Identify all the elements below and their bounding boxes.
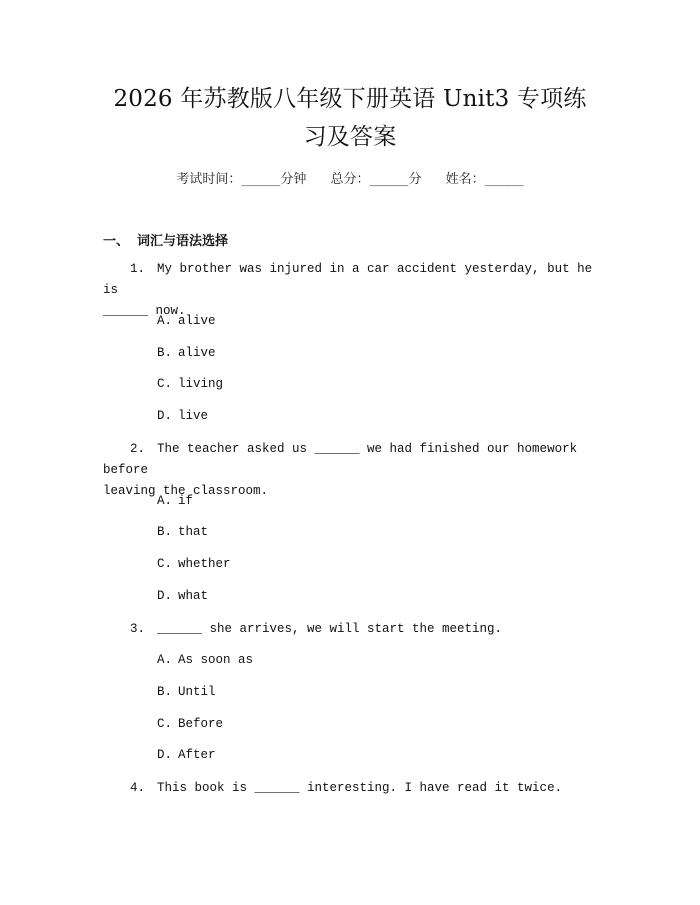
document-title-line1: 2026 年苏教版八年级下册英语 Unit3 专项练 xyxy=(113,86,587,112)
option-text: living xyxy=(178,377,224,391)
option-a[interactable] xyxy=(157,494,193,508)
option-letter: A. xyxy=(157,653,173,667)
question-text-line1: ______ she arrives, we will start the meeting. xyxy=(157,622,503,636)
question-4 xyxy=(103,778,593,799)
option-a[interactable] xyxy=(157,653,253,667)
option-d[interactable] xyxy=(157,748,216,762)
question-text-line2: ______ now. xyxy=(103,304,186,318)
option-text: alive xyxy=(178,346,216,360)
option-letter: B. xyxy=(157,525,173,539)
option-text: Before xyxy=(178,717,224,731)
option-text: whether xyxy=(178,557,231,571)
question-text-line1: The teacher asked us ______ we had finished our homework before xyxy=(103,442,578,477)
option-text: As soon as xyxy=(178,653,254,667)
option-text: alive xyxy=(178,314,216,328)
question-number: 4. xyxy=(130,781,146,795)
option-d[interactable] xyxy=(157,589,208,603)
document-title-line2: 习及答案 xyxy=(303,124,397,150)
option-b[interactable] xyxy=(157,346,216,360)
option-text: Until xyxy=(178,685,216,699)
section-heading xyxy=(103,230,228,249)
option-letter: B. xyxy=(157,346,173,360)
option-letter: D. xyxy=(157,748,173,762)
option-c[interactable] xyxy=(157,557,231,571)
section-title: 词汇与语法选择 xyxy=(137,234,229,249)
option-letter: C. xyxy=(157,377,173,391)
question-text-line2: leaving the classroom. xyxy=(103,484,269,498)
option-letter: D. xyxy=(157,409,173,423)
option-text: if xyxy=(178,494,194,508)
question-1 xyxy=(103,259,593,322)
option-text: that xyxy=(178,525,209,539)
option-text: After xyxy=(178,748,216,762)
question-text-line1: This book is ______ interesting. I have read it twice. xyxy=(157,781,563,795)
section-number: 一、 xyxy=(103,234,130,249)
question-number: 2. xyxy=(130,442,146,456)
option-text: what xyxy=(178,589,209,603)
option-letter: B. xyxy=(157,685,173,699)
option-text: live xyxy=(178,409,209,423)
option-letter: D. xyxy=(157,589,173,603)
option-c[interactable] xyxy=(157,377,223,391)
option-b[interactable] xyxy=(157,525,208,539)
exam-meta-row xyxy=(0,168,700,187)
option-b[interactable] xyxy=(157,685,216,699)
total-score-field: 总分：______分 xyxy=(330,172,422,187)
option-letter: A. xyxy=(157,494,173,508)
option-letter: C. xyxy=(157,557,173,571)
question-2 xyxy=(103,439,593,502)
question-number: 1. xyxy=(130,262,146,276)
option-letter: C. xyxy=(157,717,173,731)
exam-time-field: 考试时间：______分钟 xyxy=(176,172,307,187)
question-text-line1: My brother was injured in a car accident yesterday, but he is xyxy=(103,262,593,297)
question-3 xyxy=(103,619,593,640)
option-d[interactable] xyxy=(157,409,208,423)
option-c[interactable] xyxy=(157,717,223,731)
option-a[interactable] xyxy=(157,314,216,328)
student-name-field: 姓名：______ xyxy=(445,172,524,187)
question-number: 3. xyxy=(130,622,146,636)
option-letter: A. xyxy=(157,314,173,328)
